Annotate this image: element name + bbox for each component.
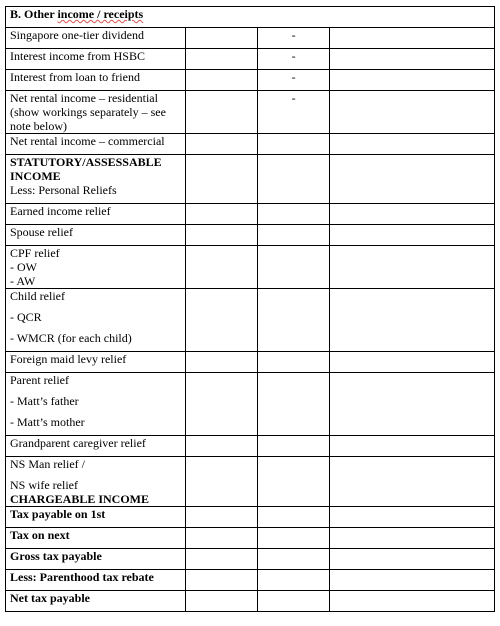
amount-cell (257, 246, 329, 289)
row-label: Earned income relief (6, 204, 186, 225)
amount-cell (185, 91, 257, 134)
table-row (6, 352, 495, 373)
row-label-line: - WMCR (for each child) (10, 331, 132, 345)
amount-cell (185, 289, 257, 352)
amount-cell (257, 352, 329, 373)
amount-cell (329, 457, 494, 507)
amount-cell (257, 528, 329, 549)
amount-cell (329, 549, 494, 570)
row-label: Grandparent caregiver relief (6, 436, 186, 457)
row-label-line: - Matt’s father (10, 394, 79, 408)
amount-cell (329, 289, 494, 352)
amount-cell (257, 134, 329, 155)
amount-cell: - (257, 70, 329, 91)
table-row (6, 28, 495, 49)
section-header-underlined: income / receipts (57, 7, 144, 21)
amount-cell (185, 591, 257, 612)
amount-cell (257, 155, 329, 204)
table-row (6, 91, 495, 134)
row-label (6, 91, 186, 134)
row-label-line: - AW (10, 274, 36, 288)
table-row (6, 70, 495, 91)
row-label-line: NS Man relief / (10, 457, 85, 471)
amount-cell: - (257, 28, 329, 49)
row-label: Tax on next (6, 528, 186, 549)
row-label: Net tax payable (6, 591, 186, 612)
table-row (6, 373, 495, 436)
amount-cell (185, 134, 257, 155)
amount-cell (185, 457, 257, 507)
amount-cell (329, 225, 494, 246)
row-label: Foreign maid levy relief (6, 352, 186, 373)
amount-cell: - (257, 49, 329, 70)
row-label (6, 289, 186, 352)
amount-cell (329, 436, 494, 457)
table-row (6, 457, 495, 507)
row-label: Interest income from HSBC (6, 49, 186, 70)
amount-cell (329, 246, 494, 289)
amount-cell (185, 225, 257, 246)
row-label-line: Net rental income – residential (10, 91, 158, 105)
amount-cell (257, 591, 329, 612)
amount-cell (257, 204, 329, 225)
tax-computation-table (5, 6, 495, 612)
amount-cell (329, 591, 494, 612)
amount-cell (185, 352, 257, 373)
amount-cell (185, 570, 257, 591)
row-label-line: (show workings separately – see (10, 105, 166, 119)
table-row (6, 289, 495, 352)
table-row (6, 155, 495, 204)
row-label-line: - OW (10, 260, 37, 274)
row-label-line: Child relief (10, 289, 65, 303)
row-label: Interest from loan to friend (6, 70, 186, 91)
amount-cell (185, 28, 257, 49)
amount-cell (329, 528, 494, 549)
row-label-line: Less: Personal Reliefs (10, 183, 117, 197)
amount-cell (257, 436, 329, 457)
table-row (6, 134, 495, 155)
amount-cell: - (257, 91, 329, 134)
row-label: Net rental income – commercial (6, 134, 186, 155)
table-row (6, 204, 495, 225)
amount-cell (185, 155, 257, 204)
amount-cell (257, 507, 329, 528)
amount-cell (185, 528, 257, 549)
row-label-line: note below) (10, 119, 67, 133)
row-label-line: INCOME (10, 169, 61, 183)
amount-cell (329, 373, 494, 436)
table-row (6, 225, 495, 246)
amount-cell (257, 457, 329, 507)
row-label: Singapore one-tier dividend (6, 28, 186, 49)
row-label (6, 246, 186, 289)
row-label-line: CPF relief (10, 246, 60, 260)
row-label: Less: Parenthood tax rebate (6, 570, 186, 591)
amount-cell (185, 49, 257, 70)
row-label: Spouse relief (6, 225, 186, 246)
amount-cell (257, 570, 329, 591)
amount-cell (257, 549, 329, 570)
amount-cell (185, 204, 257, 225)
amount-cell (329, 49, 494, 70)
amount-cell (185, 436, 257, 457)
section-header-prefix: B. Other (10, 7, 58, 21)
table-row (6, 528, 495, 549)
amount-cell (185, 246, 257, 289)
row-label (6, 457, 186, 507)
table-row (6, 436, 495, 457)
amount-cell (329, 28, 494, 49)
table-row (6, 49, 495, 70)
amount-cell (329, 134, 494, 155)
table-row (6, 549, 495, 570)
row-label: Tax payable on 1st (6, 507, 186, 528)
amount-cell (329, 70, 494, 91)
row-label-line: STATUTORY/ASSESSABLE (10, 155, 162, 169)
row-label (6, 155, 186, 204)
row-label-line: - Matt’s mother (10, 415, 85, 429)
amount-cell (329, 352, 494, 373)
amount-cell (329, 204, 494, 225)
amount-cell (185, 507, 257, 528)
amount-cell (185, 549, 257, 570)
amount-cell (329, 507, 494, 528)
section-header (6, 7, 495, 28)
section-header-row (6, 7, 495, 28)
tax-computation-sheet (5, 6, 495, 612)
row-label-line: Parent relief (10, 373, 69, 387)
amount-cell (185, 70, 257, 91)
amount-cell (257, 225, 329, 246)
amount-cell (257, 373, 329, 436)
amount-cell (329, 91, 494, 134)
row-label: Gross tax payable (6, 549, 186, 570)
amount-cell (185, 373, 257, 436)
amount-cell (329, 155, 494, 204)
row-label-line: CHARGEABLE INCOME (10, 492, 150, 506)
row-label-line: NS wife relief (10, 478, 78, 492)
amount-cell (257, 289, 329, 352)
table-row (6, 246, 495, 289)
table-row (6, 507, 495, 528)
table-row (6, 570, 495, 591)
table-row (6, 591, 495, 612)
amount-cell (329, 570, 494, 591)
row-label (6, 373, 186, 436)
row-label-line: - QCR (10, 310, 42, 324)
